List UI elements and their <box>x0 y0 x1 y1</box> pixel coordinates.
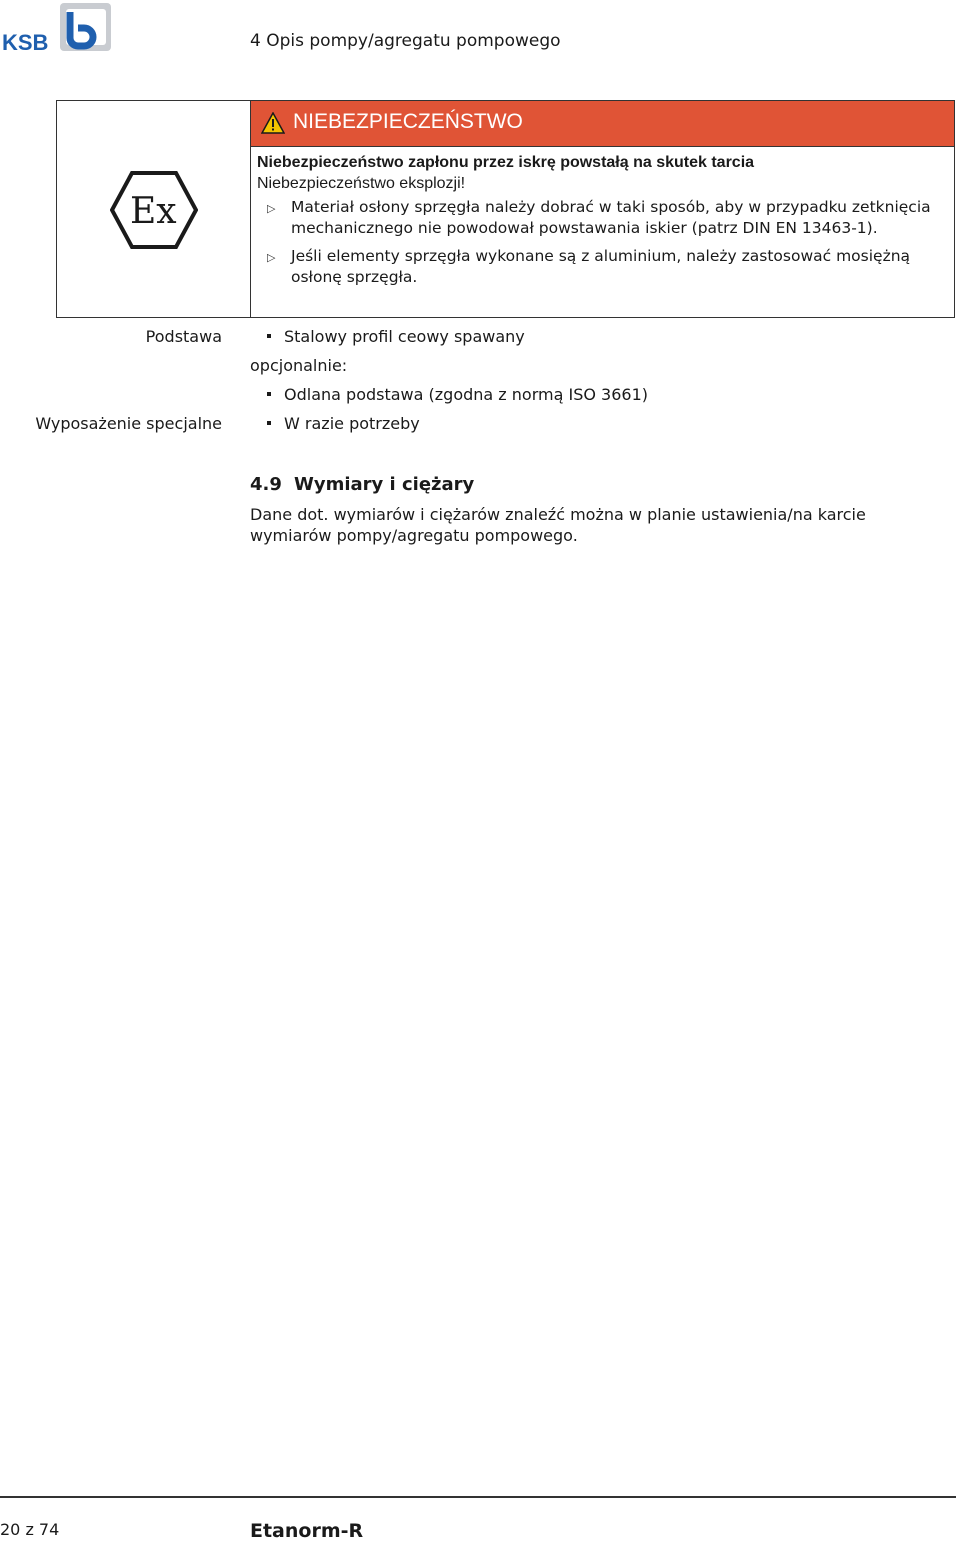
page-number: 20 z 74 <box>0 1520 60 1539</box>
footer-divider <box>0 1496 956 1498</box>
square-bullet-icon <box>267 392 271 396</box>
triangle-bullet-icon: ▷ <box>267 251 276 264</box>
danger-headline: Niebezpieczeństwo zapłonu przez iskrę powstałą na skutek tarcia <box>257 154 755 171</box>
section-heading <box>250 474 474 495</box>
square-bullet-icon <box>267 334 271 338</box>
special-equipment-value: W razie potrzeby <box>284 414 420 433</box>
section-title: Wymiary i ciężary <box>294 474 475 495</box>
danger-header <box>251 101 954 147</box>
ksb-logo <box>0 0 115 56</box>
warning-icon <box>261 112 285 134</box>
danger-subline: Niebezpieczeństwo eksplozji! <box>257 175 466 192</box>
chapter-title: 4 Opis pompy/agregatu pompowego <box>250 31 561 51</box>
svg-text:Ex: Ex <box>130 191 177 232</box>
product-name: Etanorm-R <box>250 1520 364 1542</box>
list-item <box>257 246 944 288</box>
danger-notice <box>56 100 955 318</box>
ex-explosion-icon <box>110 171 198 249</box>
danger-instructions <box>257 197 944 288</box>
logo-text: KSB <box>2 30 49 55</box>
base-label: Podstawa <box>145 327 222 346</box>
optional-value: Odlana podstawa (zgodna z normą ISO 3661) <box>284 385 648 404</box>
ksb-logo-graphic <box>0 0 115 56</box>
base-value: Stalowy profil ceowy spawany <box>284 327 525 346</box>
instruction-text: Materiał osłony sprzęgła należy dobrać w taki sposób, aby w przypadku zetknięcia mechanicznego nie powodował powstawania iskier (patrz DIN EN 13463-1). <box>291 198 931 237</box>
square-bullet-icon <box>267 421 271 425</box>
section-number: 4.9 <box>250 474 282 495</box>
triangle-bullet-icon: ▷ <box>267 202 276 215</box>
special-equipment-label: Wyposażenie specjalne <box>35 414 222 433</box>
list-item <box>257 197 944 239</box>
danger-title: NIEBEZPIECZEŃSTWO <box>293 110 523 133</box>
danger-body <box>257 152 944 295</box>
section-text: Dane dot. wymiarów i ciężarów znaleźć można w planie ustawienia/na karcie wymiarów pompy/agregatu pompowego. <box>250 505 866 545</box>
instruction-text: Jeśli elementy sprzęgła wykonane są z aluminium, należy zastosować mosiężną osłonę sprzęgła. <box>291 247 911 286</box>
optional-label: opcjonalnie: <box>250 356 348 375</box>
